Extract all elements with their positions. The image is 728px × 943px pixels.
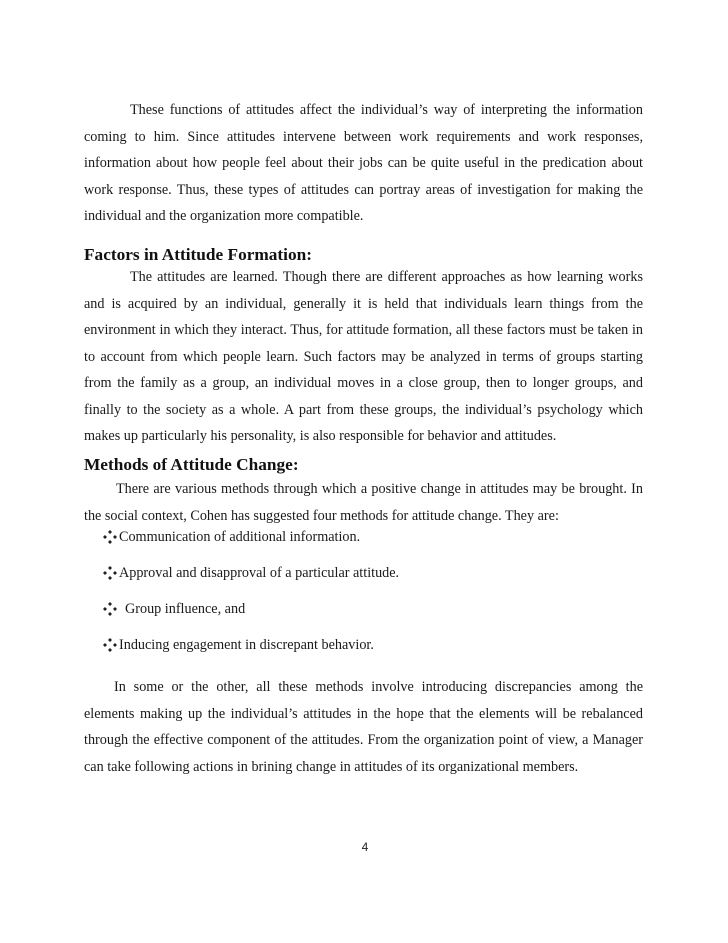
four-diamond-bullet-icon — [103, 566, 117, 580]
heading-methods-of-attitude-change: Methods of Attitude Change: — [84, 455, 299, 474]
four-diamond-bullet-icon — [103, 602, 117, 616]
list-item — [103, 598, 399, 634]
four-diamond-bullet-icon — [103, 530, 117, 544]
methods-bullet-list — [103, 526, 399, 670]
bullet-text: Inducing engagement in discrepant behavior. — [119, 637, 374, 653]
heading-factors-in-attitude-formation: Factors in Attitude Formation: — [84, 245, 312, 264]
four-diamond-bullet-icon — [103, 638, 117, 652]
paragraph-methods-discussion: In some or the other, all these methods involve introducing discrepancies among the elements making up the individual’s attitudes in the hope that the elements will be rebalanced through the effective component of the attitudes. From the organization point of view, a Manager can take following actions in brining change in attitudes of its organizational members. — [84, 679, 643, 775]
paragraph-functions-of-attitudes: These functions of attitudes affect the individual’s way of interpreting the information coming to him. Since attitudes intervene between work requirements and work responses, information about how people feel about their jobs can be quite useful in the predication about work response. Thus, these types of attitudes can portray areas of investigation for making the individual and the organization more compatible. — [84, 102, 643, 224]
bullet-text: Group influence, and — [125, 601, 246, 617]
page-number: 4 — [361, 840, 369, 854]
list-item — [103, 634, 399, 670]
bullet-text: Approval and disapproval of a particular attitude. — [119, 565, 400, 581]
paragraph-attitudes-are-learned: The attitudes are learned. Though there are different approaches as how learning works and is acquired by an individual, generally it is held that individuals learn things from the environment in which they interact. Thus, for attitude formation, all these factors must be taken in to account from which people learn. Such factors may be analyzed in terms of groups starting from the family as a group, an individual moves in a close group, then to longer groups, and finally to the society as a whole. A part from these groups, the individual’s psychology which makes up particularly his personality, is also responsible for behavior and attitudes. — [84, 269, 643, 444]
list-item — [103, 526, 399, 562]
bullet-text: Communication of additional information. — [119, 529, 361, 545]
list-item — [103, 562, 399, 598]
paragraph-methods-intro: There are various methods through which a positive change in attitudes may be brought. In the social context, Cohen has suggested four methods for attitude change. They are: — [84, 481, 643, 524]
